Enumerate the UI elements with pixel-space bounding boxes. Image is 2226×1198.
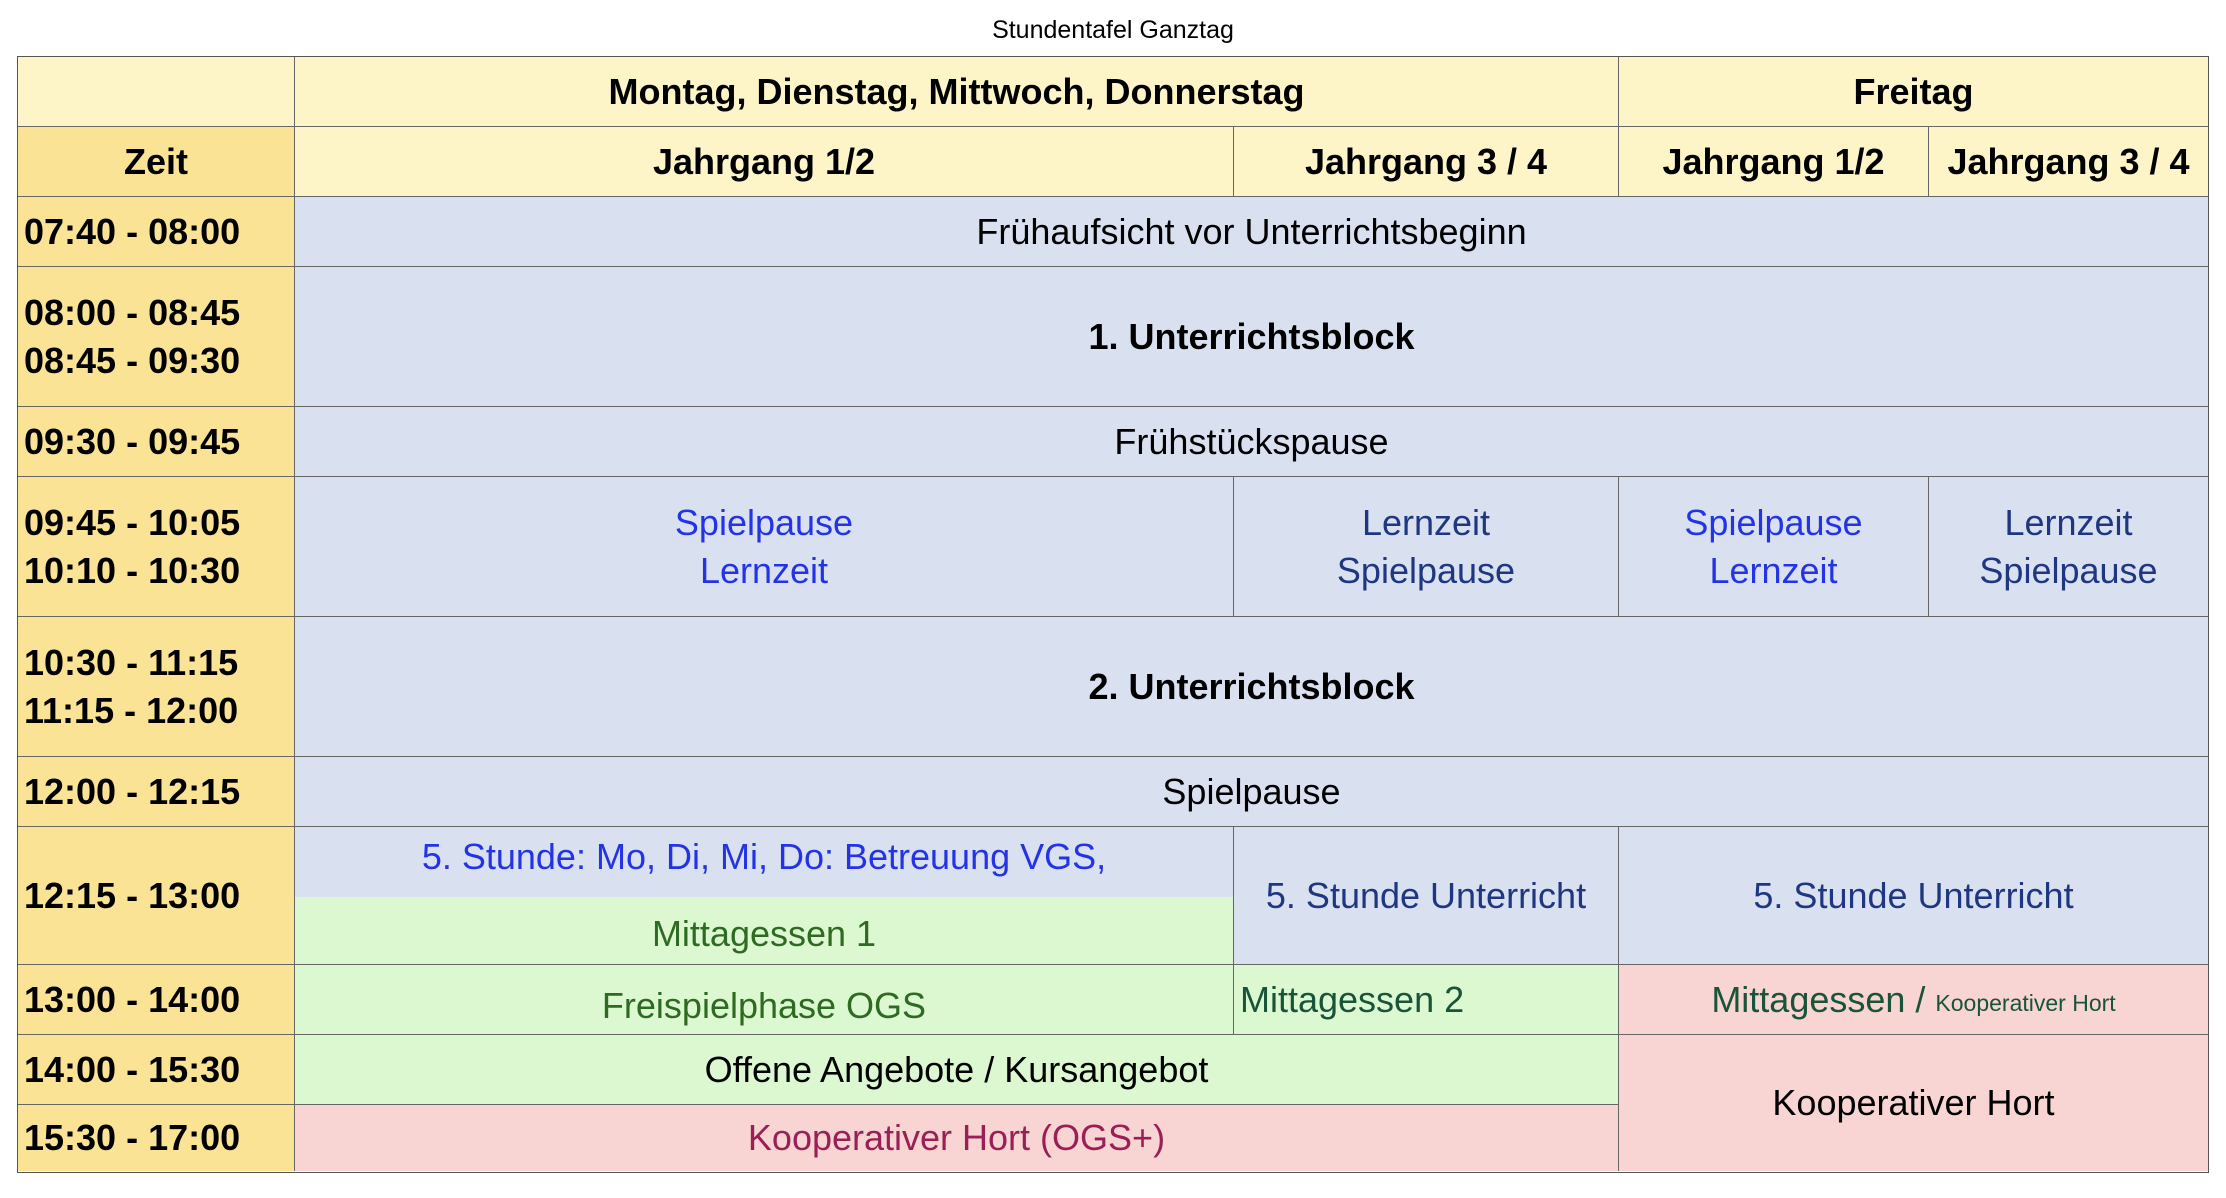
cell-line: Lernzeit	[699, 549, 829, 591]
header-days-mo-do: Montag, Dienstag, Mittwoch, Donnerstag	[295, 57, 1619, 127]
cell-line: Lernzeit	[1709, 549, 1838, 591]
cell-offene-angebote: Offene Angebote / Kursangebot	[295, 1035, 1619, 1105]
time-0740	[18, 197, 295, 267]
cell-fuenfte-stunde-vgs: 5. Stunde: Mo, Di, Mi, Do: Betreuung VGS,	[295, 827, 1234, 897]
cell-lernzeit-spielpause-jg34	[1234, 477, 1619, 617]
cell-line: Mittagessen /	[1711, 978, 1936, 1020]
time-text: 11:15 - 12:00	[24, 689, 239, 731]
time-text: 12:00 - 12:15	[24, 770, 241, 812]
cell-unterrichtsblock-2: 2. Unterrichtsblock	[295, 617, 2208, 757]
corner-cell	[18, 57, 295, 127]
time-text: 10:10 - 10:30	[24, 549, 241, 591]
cell-unterrichtsblock-1: 1. Unterrichtsblock	[295, 267, 2208, 407]
cell-line: Lernzeit	[2004, 501, 2133, 543]
time-text: 14:00 - 15:30	[24, 1048, 241, 1090]
cell-kooperativer-hort-fr: Kooperativer Hort	[1619, 1035, 2208, 1171]
cell-lernzeit-spielpause-fr-jg34	[1929, 477, 2208, 617]
time-text: 08:45 - 09:30	[24, 339, 241, 381]
cell-fruehaufsicht: Frühaufsicht vor Unterrichtsbeginn	[295, 197, 2208, 267]
cell-line: Spielpause	[1684, 501, 1863, 543]
time-1215	[18, 827, 295, 965]
header-jahrgang-1-2-mo-do: Jahrgang 1/2	[295, 127, 1234, 197]
time-text: 13:00 - 14:00	[24, 978, 241, 1020]
time-text: 09:30 - 09:45	[24, 420, 241, 462]
cell-fruehstueckspause: Frühstückspause	[295, 407, 2208, 477]
time-text: 09:45 - 10:05	[24, 501, 241, 543]
cell-fuenfte-stunde-unterricht-jg34: 5. Stunde Unterricht	[1234, 827, 1619, 965]
header-jahrgang-3-4-fr: Jahrgang 3 / 4	[1929, 127, 2208, 197]
header-days-fr: Freitag	[1619, 57, 2208, 127]
time-1030	[18, 617, 295, 757]
cell-line: Spielpause	[1979, 549, 2158, 591]
page-title: Stundentafel Ganztag	[992, 16, 1234, 44]
time-1200	[18, 757, 295, 827]
time-1400	[18, 1035, 295, 1105]
time-1530	[18, 1105, 295, 1171]
cell-fuenfte-stunde-unterricht-fr: 5. Stunde Unterricht	[1619, 827, 2208, 965]
cell-kooperativer-hort-ogs-plus: Kooperativer Hort (OGS+)	[295, 1105, 1619, 1171]
cell-line: Spielpause	[674, 501, 854, 543]
time-text: 15:30 - 17:00	[24, 1117, 241, 1158]
cell-spielpause-lernzeit-jg12	[295, 477, 1234, 617]
cell-line: Spielpause	[1336, 549, 1516, 591]
cell-line-small: Kooperativer Hort	[1935, 989, 2116, 1016]
cell-mittagessen-2: Mittagessen 2	[1234, 965, 1619, 1035]
header-jahrgang-1-2-fr: Jahrgang 1/2	[1619, 127, 1929, 197]
timetable	[17, 56, 2209, 1173]
cell-freispielphase-ogs: Freispielphase OGS	[295, 965, 1234, 1035]
cell-mittagessen-hort-fr	[1619, 965, 2208, 1035]
time-0945	[18, 477, 295, 617]
time-text: 12:15 - 13:00	[24, 874, 241, 916]
cell-line: Lernzeit	[1361, 501, 1491, 543]
time-text: 08:00 - 08:45	[24, 291, 241, 333]
time-text: 07:40 - 08:00	[24, 210, 241, 252]
time-0930	[18, 407, 295, 477]
header-jahrgang-3-4-mo-do: Jahrgang 3 / 4	[1234, 127, 1619, 197]
cell-mittagessen-1: Mittagessen 1	[295, 897, 1234, 965]
cell-spielpause-lernzeit-fr-jg12	[1619, 477, 1929, 617]
time-1300	[18, 965, 295, 1035]
cell-spielpause: Spielpause	[295, 757, 2208, 827]
time-0800	[18, 267, 295, 407]
header-zeit: Zeit	[18, 127, 295, 197]
time-text: 10:30 - 11:15	[24, 641, 239, 683]
